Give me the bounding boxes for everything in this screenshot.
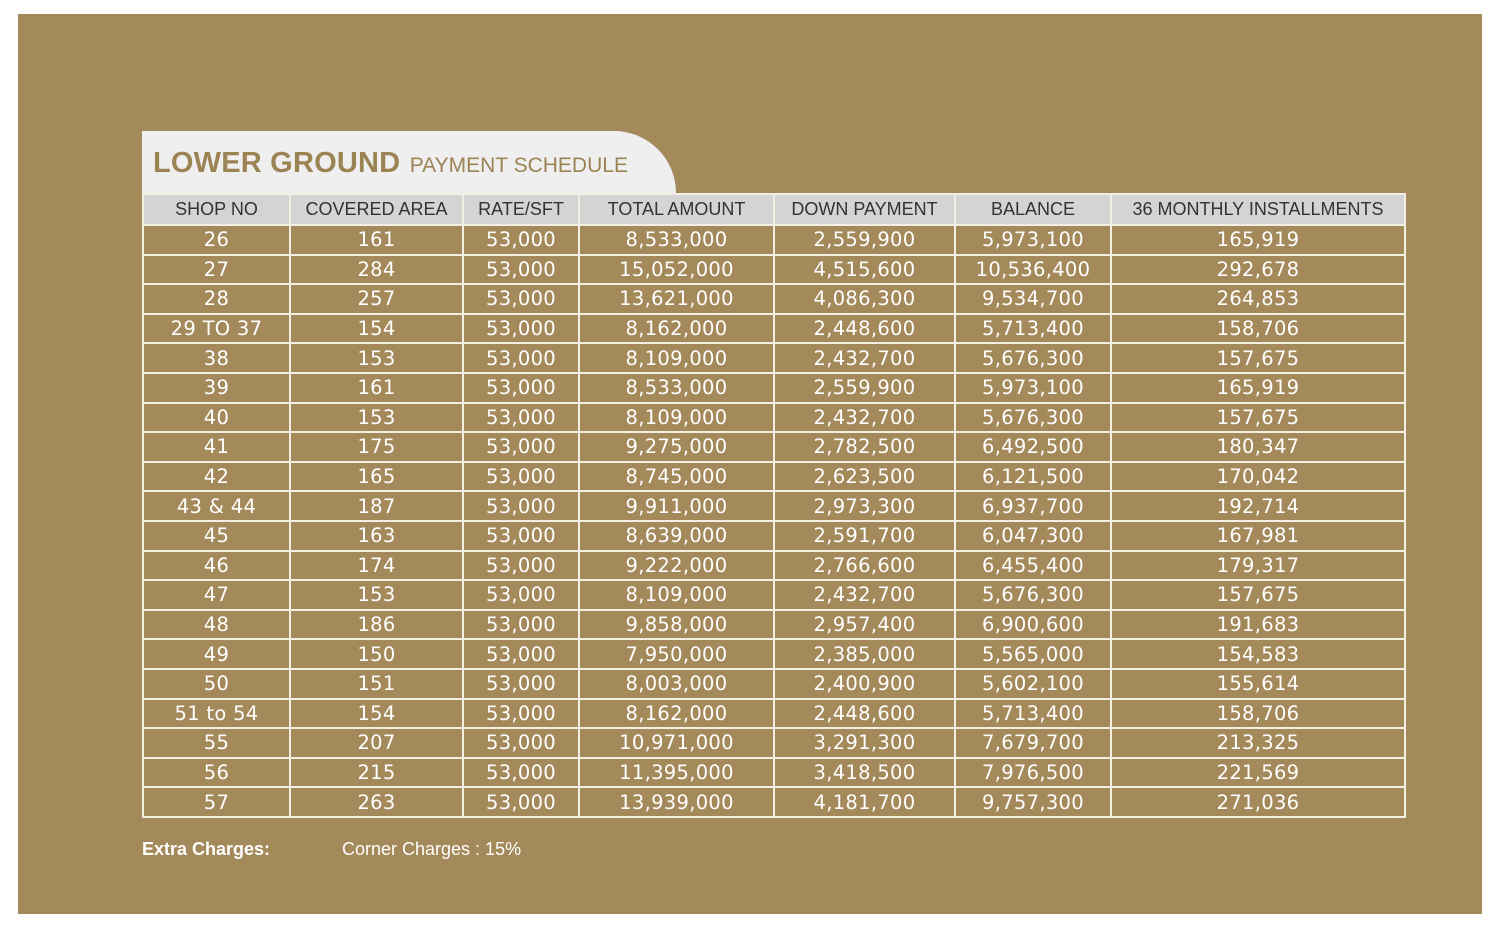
- cell-balance: 10,536,400: [955, 255, 1111, 285]
- cell-covered-area: 163: [290, 521, 463, 551]
- cell-down-payment: 2,766,600: [774, 551, 955, 581]
- cell-covered-area: 284: [290, 255, 463, 285]
- cell-shop-no: 51 to 54: [143, 699, 290, 729]
- cell-monthly-installment: 167,981: [1111, 521, 1405, 551]
- table-row: [143, 728, 1405, 758]
- cell-down-payment: 2,400,900: [774, 669, 955, 699]
- cell-shop-no: 41: [143, 432, 290, 462]
- cell-balance: 5,676,300: [955, 580, 1111, 610]
- cell-balance: 9,757,300: [955, 787, 1111, 817]
- cell-balance: 5,973,100: [955, 373, 1111, 403]
- cell-total-amount: 9,275,000: [579, 432, 774, 462]
- table-row: [143, 699, 1405, 729]
- cell-down-payment: 2,591,700: [774, 521, 955, 551]
- extra-charges-label: Extra Charges:: [142, 839, 271, 859]
- cell-monthly-installment: 180,347: [1111, 432, 1405, 462]
- cell-rate-sft: 53,000: [463, 699, 579, 729]
- cell-covered-area: 153: [290, 343, 463, 373]
- cell-down-payment: 2,973,300: [774, 491, 955, 521]
- cell-monthly-installment: 157,675: [1111, 580, 1405, 610]
- cell-rate-sft: 53,000: [463, 314, 579, 344]
- table-row: [143, 610, 1405, 640]
- cell-rate-sft: 53,000: [463, 432, 579, 462]
- page-subtitle: PAYMENT SCHEDULE: [409, 154, 628, 177]
- cell-monthly-installment: 213,325: [1111, 728, 1405, 758]
- cell-covered-area: 153: [290, 403, 463, 433]
- cell-covered-area: 161: [290, 373, 463, 403]
- cell-shop-no: 45: [143, 521, 290, 551]
- cell-balance: 5,602,100: [955, 669, 1111, 699]
- table-row: [143, 758, 1405, 788]
- cell-monthly-installment: 157,675: [1111, 343, 1405, 373]
- cell-balance: 6,047,300: [955, 521, 1111, 551]
- cell-down-payment: 2,432,700: [774, 343, 955, 373]
- cell-shop-no: 38: [143, 343, 290, 373]
- cell-monthly-installment: 292,678: [1111, 255, 1405, 285]
- table-row: [143, 580, 1405, 610]
- cell-down-payment: 2,448,600: [774, 314, 955, 344]
- cell-balance: 5,713,400: [955, 314, 1111, 344]
- cell-total-amount: 8,109,000: [579, 580, 774, 610]
- cell-rate-sft: 53,000: [463, 403, 579, 433]
- table-row: [143, 639, 1405, 669]
- cell-covered-area: 150: [290, 639, 463, 669]
- cell-rate-sft: 53,000: [463, 669, 579, 699]
- cell-shop-no: 27: [143, 255, 290, 285]
- table-row: [143, 669, 1405, 699]
- table-row: [143, 343, 1405, 373]
- cell-rate-sft: 53,000: [463, 551, 579, 581]
- cell-shop-no: 26: [143, 225, 290, 255]
- cell-balance: 6,900,600: [955, 610, 1111, 640]
- cell-rate-sft: 53,000: [463, 758, 579, 788]
- cell-rate-sft: 53,000: [463, 787, 579, 817]
- cell-balance: 5,973,100: [955, 225, 1111, 255]
- table-row: [143, 373, 1405, 403]
- column-header-covered-area: COVERED AREA: [290, 194, 463, 225]
- cell-shop-no: 42: [143, 462, 290, 492]
- cell-rate-sft: 53,000: [463, 255, 579, 285]
- cell-down-payment: 2,448,600: [774, 699, 955, 729]
- table-row: [143, 491, 1405, 521]
- table-row: [143, 403, 1405, 433]
- cell-balance: 5,676,300: [955, 343, 1111, 373]
- cell-down-payment: 4,086,300: [774, 284, 955, 314]
- cell-balance: 7,976,500: [955, 758, 1111, 788]
- cell-shop-no: 56: [143, 758, 290, 788]
- corner-charges-text: Corner Charges : 15%: [342, 839, 522, 859]
- cell-monthly-installment: 155,614: [1111, 669, 1405, 699]
- cell-shop-no: 57: [143, 787, 290, 817]
- table-header: [143, 194, 1405, 225]
- payment-schedule-table: [142, 193, 1406, 818]
- cell-shop-no: 47: [143, 580, 290, 610]
- table-row: [143, 255, 1405, 285]
- table-row: [143, 432, 1405, 462]
- cell-balance: 7,679,700: [955, 728, 1111, 758]
- cell-total-amount: 15,052,000: [579, 255, 774, 285]
- cell-shop-no: 48: [143, 610, 290, 640]
- cell-shop-no: 49: [143, 639, 290, 669]
- table-body: [143, 225, 1405, 817]
- column-header-down-payment: DOWN PAYMENT: [774, 194, 955, 225]
- cell-total-amount: 8,162,000: [579, 314, 774, 344]
- cell-covered-area: 263: [290, 787, 463, 817]
- cell-down-payment: 4,181,700: [774, 787, 955, 817]
- cell-covered-area: 153: [290, 580, 463, 610]
- cell-monthly-installment: 264,853: [1111, 284, 1405, 314]
- table-row: [143, 521, 1405, 551]
- cell-balance: 5,676,300: [955, 403, 1111, 433]
- cell-covered-area: 175: [290, 432, 463, 462]
- cell-shop-no: 40: [143, 403, 290, 433]
- cell-shop-no: 28: [143, 284, 290, 314]
- cell-shop-no: 29 TO 37: [143, 314, 290, 344]
- cell-total-amount: 8,109,000: [579, 343, 774, 373]
- cell-rate-sft: 53,000: [463, 225, 579, 255]
- cell-down-payment: 2,432,700: [774, 580, 955, 610]
- cell-down-payment: 2,957,400: [774, 610, 955, 640]
- cell-down-payment: 4,515,600: [774, 255, 955, 285]
- cell-down-payment: 2,559,900: [774, 225, 955, 255]
- table-row: [143, 225, 1405, 255]
- cell-monthly-installment: 170,042: [1111, 462, 1405, 492]
- table-row: [143, 314, 1405, 344]
- cell-total-amount: 9,222,000: [579, 551, 774, 581]
- cell-covered-area: 154: [290, 314, 463, 344]
- cell-down-payment: 3,291,300: [774, 728, 955, 758]
- cell-shop-no: 39: [143, 373, 290, 403]
- table-row: [143, 551, 1405, 581]
- cell-monthly-installment: 221,569: [1111, 758, 1405, 788]
- cell-shop-no: 43 & 44: [143, 491, 290, 521]
- cell-monthly-installment: 165,919: [1111, 225, 1405, 255]
- cell-covered-area: 161: [290, 225, 463, 255]
- cell-rate-sft: 53,000: [463, 521, 579, 551]
- cell-total-amount: 9,858,000: [579, 610, 774, 640]
- cell-rate-sft: 53,000: [463, 728, 579, 758]
- cell-rate-sft: 53,000: [463, 373, 579, 403]
- cell-down-payment: 2,385,000: [774, 639, 955, 669]
- page-title: LOWER GROUND: [153, 147, 401, 179]
- cell-monthly-installment: 154,583: [1111, 639, 1405, 669]
- cell-covered-area: 165: [290, 462, 463, 492]
- cell-covered-area: 215: [290, 758, 463, 788]
- cell-rate-sft: 53,000: [463, 610, 579, 640]
- cell-balance: 5,565,000: [955, 639, 1111, 669]
- cell-total-amount: 11,395,000: [579, 758, 774, 788]
- cell-total-amount: 8,533,000: [579, 373, 774, 403]
- cell-covered-area: 207: [290, 728, 463, 758]
- cell-balance: 6,937,700: [955, 491, 1111, 521]
- cell-covered-area: 151: [290, 669, 463, 699]
- cell-shop-no: 46: [143, 551, 290, 581]
- column-header-total-amount: TOTAL AMOUNT: [579, 194, 774, 225]
- cell-rate-sft: 53,000: [463, 462, 579, 492]
- cell-balance: 6,121,500: [955, 462, 1111, 492]
- cell-balance: 9,534,700: [955, 284, 1111, 314]
- cell-down-payment: 2,782,500: [774, 432, 955, 462]
- column-header-shop-no: SHOP NO: [143, 194, 290, 225]
- cell-monthly-installment: 179,317: [1111, 551, 1405, 581]
- cell-balance: 6,455,400: [955, 551, 1111, 581]
- cell-rate-sft: 53,000: [463, 639, 579, 669]
- cell-monthly-installment: 158,706: [1111, 314, 1405, 344]
- cell-total-amount: 8,003,000: [579, 669, 774, 699]
- cell-rate-sft: 53,000: [463, 343, 579, 373]
- table-row: [143, 787, 1405, 817]
- cell-down-payment: 2,623,500: [774, 462, 955, 492]
- column-header-balance: BALANCE: [955, 194, 1111, 225]
- cell-covered-area: 186: [290, 610, 463, 640]
- column-header-monthly-installment: 36 MONTHLY INSTALLMENTS: [1111, 194, 1405, 225]
- cell-covered-area: 187: [290, 491, 463, 521]
- cell-shop-no: 50: [143, 669, 290, 699]
- cell-down-payment: 3,418,500: [774, 758, 955, 788]
- cell-total-amount: 13,939,000: [579, 787, 774, 817]
- cell-total-amount: 8,639,000: [579, 521, 774, 551]
- cell-shop-no: 55: [143, 728, 290, 758]
- cell-balance: 6,492,500: [955, 432, 1111, 462]
- cell-total-amount: 10,971,000: [579, 728, 774, 758]
- cell-total-amount: 8,162,000: [579, 699, 774, 729]
- header-row: [143, 194, 1405, 225]
- cell-rate-sft: 53,000: [463, 491, 579, 521]
- cell-down-payment: 2,559,900: [774, 373, 955, 403]
- column-header-rate-sft: RATE/SFT: [463, 194, 579, 225]
- cell-covered-area: 174: [290, 551, 463, 581]
- table-row: [143, 462, 1405, 492]
- cell-covered-area: 154: [290, 699, 463, 729]
- cell-monthly-installment: 165,919: [1111, 373, 1405, 403]
- title-tab: [142, 131, 676, 193]
- cell-covered-area: 257: [290, 284, 463, 314]
- cell-total-amount: 8,109,000: [579, 403, 774, 433]
- cell-monthly-installment: 192,714: [1111, 491, 1405, 521]
- cell-monthly-installment: 157,675: [1111, 403, 1405, 433]
- cell-total-amount: 13,621,000: [579, 284, 774, 314]
- cell-down-payment: 2,432,700: [774, 403, 955, 433]
- cell-rate-sft: 53,000: [463, 580, 579, 610]
- cell-monthly-installment: 191,683: [1111, 610, 1405, 640]
- cell-total-amount: 8,533,000: [579, 225, 774, 255]
- cell-total-amount: 7,950,000: [579, 639, 774, 669]
- cell-monthly-installment: 271,036: [1111, 787, 1405, 817]
- table-row: [143, 284, 1405, 314]
- cell-monthly-installment: 158,706: [1111, 699, 1405, 729]
- cell-rate-sft: 53,000: [463, 284, 579, 314]
- cell-total-amount: 9,911,000: [579, 491, 774, 521]
- cell-total-amount: 8,745,000: [579, 462, 774, 492]
- cell-balance: 5,713,400: [955, 699, 1111, 729]
